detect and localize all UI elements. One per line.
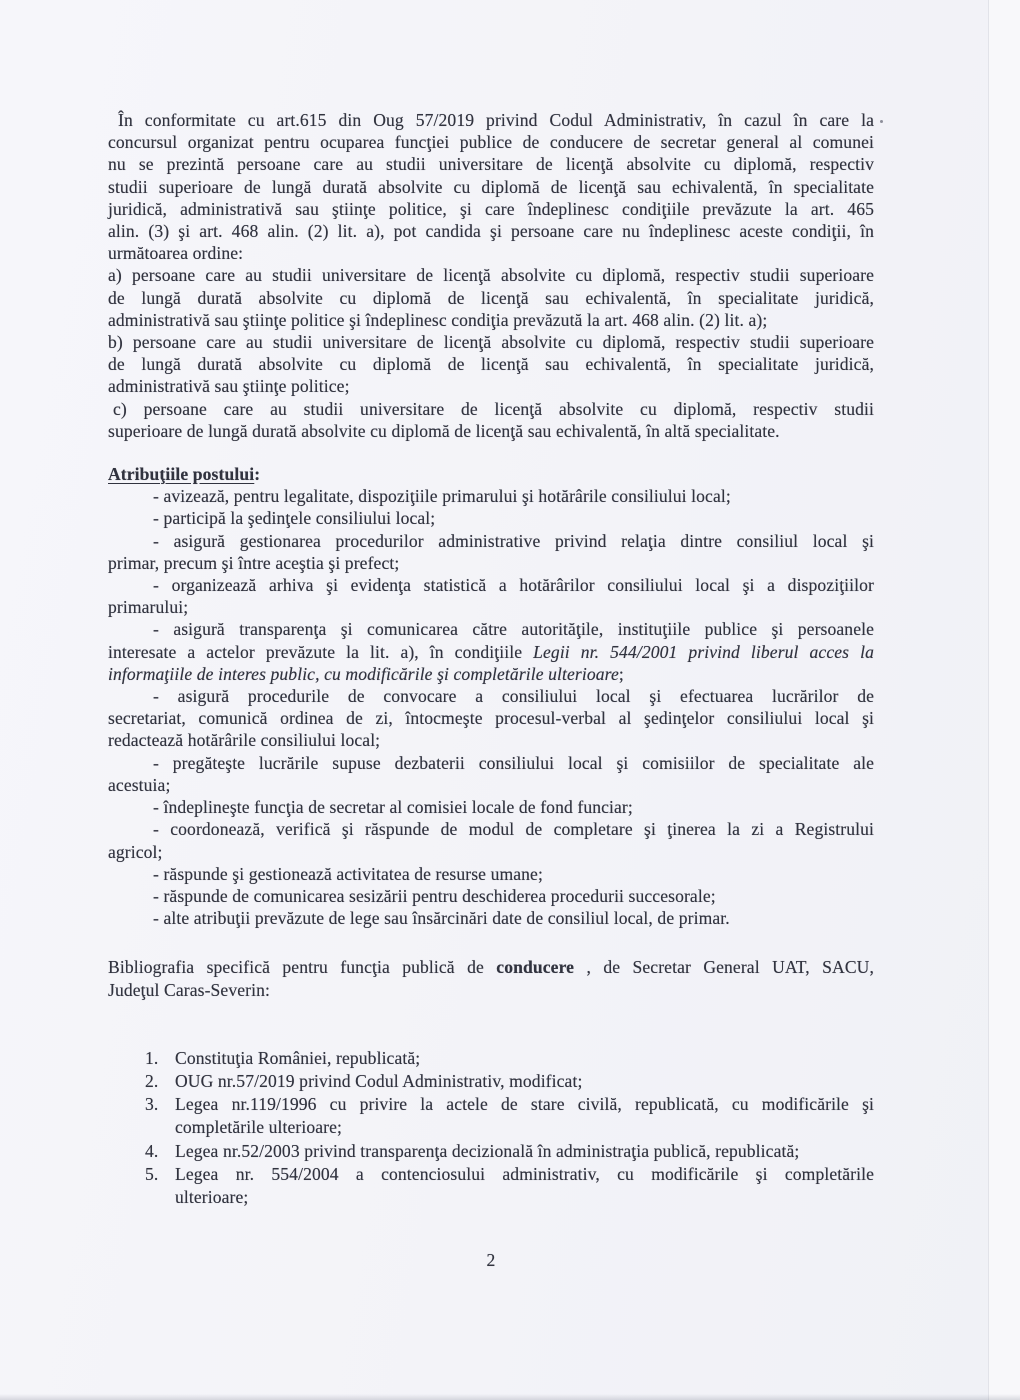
list-item bbox=[108, 1093, 874, 1139]
text-segment: - asigură transparenţa şi comunicarea către autorităţile, instituţiile publice şi persoanele bbox=[153, 619, 874, 640]
list-item bbox=[108, 1047, 874, 1070]
text-segment: administrativă sau ştiinţe politice şi îndeplinesc condiţia prevăzută la art. 468 alin. (2) lit. a); bbox=[108, 309, 768, 330]
text-segment: - răspunde şi gestionează activitatea de resurse umane; bbox=[153, 863, 543, 884]
page-number-text: 2 bbox=[486, 1250, 496, 1271]
text-segment: - alte atribuţii prevăzute de lege sau însărcinări date de consiliul local, de primar. bbox=[153, 908, 730, 929]
text-segment: secretariat, comunică ordinea de zi, întocmeşte procesul-verbal al şedinţelor consiliului local şi bbox=[108, 708, 874, 729]
text-segment: primar, precum şi între aceştia şi prefect; bbox=[108, 552, 400, 573]
duty-gestionare-proceduri bbox=[108, 530, 874, 574]
duty-alte-atributii bbox=[108, 907, 874, 929]
heading-text: Atribuţiile postului bbox=[108, 464, 255, 485]
list-item-text bbox=[175, 1047, 874, 1070]
text-line bbox=[175, 1186, 874, 1209]
text-segment: concursul organizat pentru ocuparea funcţiei publice de conducere de secretar general al comunei bbox=[108, 132, 874, 153]
text-segment: ulterioare; bbox=[175, 1186, 249, 1207]
text-line bbox=[108, 752, 874, 774]
list-item-text bbox=[175, 1070, 874, 1093]
text-segment: de lungă durată absolvite cu diplomă de licenţă sau echivalentă, în specialitate juridică, bbox=[108, 287, 874, 308]
text-segment: Bibliografia specifică pentru funcţia publică de bbox=[108, 957, 497, 978]
text-line bbox=[108, 841, 874, 863]
text-segment: primarului; bbox=[108, 597, 189, 618]
text-segment: Legii nr. 544/2001 privind liberul acces la bbox=[533, 641, 874, 662]
text-segment: OUG nr.57/2019 privind Codul Administrativ, modificat; bbox=[175, 1070, 583, 1091]
text-line bbox=[108, 552, 874, 574]
text-line bbox=[108, 885, 874, 907]
text-segment: superioare de lungă durată absolvite cu diplomă de licenţă sau echivalentă, în altă specialitate. bbox=[108, 420, 780, 441]
text-line bbox=[108, 663, 874, 685]
text-line bbox=[175, 1047, 874, 1070]
text-line bbox=[175, 1163, 874, 1186]
text-line bbox=[108, 907, 874, 929]
text-segment: ; bbox=[618, 663, 624, 684]
text-segment: agricol; bbox=[108, 841, 163, 862]
text-segment: - asigură gestionarea procedurilor administrative privind relaţia dintre consiliul local şi bbox=[153, 530, 874, 551]
text-segment: informaţiile de interes public, cu modificările şi completările ulterioare bbox=[108, 663, 619, 684]
text-segment: b) persoane care au studii universitare de licenţă absolvite cu diplomă, respectiv studii superioare bbox=[108, 332, 874, 353]
text-segment: Legea nr.52/2003 privind transparenţa decizională în administraţia publică, republicată; bbox=[175, 1140, 800, 1161]
text-line bbox=[108, 641, 874, 663]
text-line bbox=[108, 707, 874, 729]
list-item-text bbox=[175, 1093, 874, 1139]
list-number: 2. bbox=[145, 1070, 159, 1091]
text-block bbox=[108, 109, 874, 1271]
duty-participa bbox=[108, 507, 874, 529]
text-segment: - avizează, pentru legalitate, dispoziţiile primarului şi hotărârile consiliului local; bbox=[153, 486, 731, 507]
text-line bbox=[108, 685, 874, 707]
bibliografia-paragraph bbox=[108, 956, 874, 1000]
list-item-text bbox=[175, 1163, 874, 1209]
list-item-text bbox=[175, 1140, 874, 1163]
text-segment: - coordonează, verifică şi răspunde de modul de completare şi ţinerea la zi a Registrului bbox=[153, 819, 874, 840]
text-line bbox=[108, 530, 874, 552]
intro-paragraph bbox=[108, 109, 874, 264]
text-segment: - pregăteşte lucrările supuse dezbaterii consiliului local şi comisiilor de specialitate ale bbox=[153, 752, 874, 773]
text-line bbox=[108, 420, 874, 442]
atributii-heading bbox=[108, 463, 874, 485]
text-line bbox=[108, 818, 874, 840]
list-item bbox=[108, 1070, 874, 1093]
text-segment: nu se prezintă persoane care au studii universitare de licenţă absolvite cu diplomă, respectiv bbox=[108, 154, 874, 175]
text-line bbox=[108, 729, 874, 751]
item-a-paragraph bbox=[108, 264, 874, 331]
scan-bottom-shade bbox=[0, 1394, 1020, 1400]
heading-colon: : bbox=[254, 464, 261, 485]
text-segment: studii superioare de lungă durată absolvite cu diplomă de licenţă sau echivalentă, în specialitate bbox=[108, 176, 874, 197]
text-segment: - organizează arhiva şi evidenţa statistică a hotărârilor consiliului local şi a dispoziţiilor bbox=[153, 575, 874, 596]
text-line bbox=[108, 796, 874, 818]
scan-edge-strip bbox=[988, 0, 1020, 1400]
text-line bbox=[108, 309, 874, 331]
text-segment: completările ulterioare; bbox=[175, 1117, 343, 1138]
text-line bbox=[108, 618, 874, 640]
duty-avizeaza bbox=[108, 485, 874, 507]
duty-fond-funciar bbox=[108, 796, 874, 818]
text-segment: juridică, administrativă sau ştiinţe politice, şi care îndeplinesc condiţiile prevăzute la art. 465 bbox=[108, 198, 874, 219]
text-segment: Legea nr. 554/2004 a contenciosului administrativ, cu modificările şi completările bbox=[175, 1163, 874, 1184]
duty-organizeaza-arhiva bbox=[108, 574, 874, 618]
text-line bbox=[108, 485, 874, 507]
text-segment: redactează hotărârile consiliului local; bbox=[108, 730, 381, 751]
text-line bbox=[108, 331, 874, 353]
duty-resurse-umane bbox=[108, 863, 874, 885]
text-line bbox=[108, 375, 874, 397]
text-segment: c) persoane care au studii universitare de licenţă absolvite cu diplomă, respectiv studii bbox=[113, 398, 874, 419]
text-line bbox=[108, 398, 874, 420]
list-number: 4. bbox=[145, 1140, 159, 1161]
text-segment: În conformitate cu art.615 din Oug 57/2019 privind Codul Administrativ, în cazul în care la bbox=[118, 110, 874, 130]
text-line bbox=[108, 131, 874, 153]
text-segment: Judeţul Caras-Severin: bbox=[108, 979, 270, 1000]
text-segment: următoarea ordine: bbox=[108, 243, 244, 264]
text-line bbox=[108, 220, 874, 242]
list-number: 5. bbox=[145, 1163, 159, 1184]
text-segment: - participă la şedinţele consiliului local; bbox=[153, 508, 436, 529]
text-segment: administrativă sau ştiinţe politice; bbox=[108, 376, 350, 397]
text-segment: , de Secretar General UAT, SACU, bbox=[574, 957, 874, 978]
item-b-paragraph bbox=[108, 331, 874, 398]
bibliography-list bbox=[108, 1047, 874, 1209]
text-line bbox=[108, 463, 874, 485]
duty-convocare bbox=[108, 685, 874, 752]
list-item bbox=[108, 1140, 874, 1163]
text-line bbox=[108, 153, 874, 175]
text-line bbox=[175, 1093, 874, 1116]
list-item bbox=[108, 1163, 874, 1209]
duty-registru-agricol bbox=[108, 818, 874, 862]
text-line bbox=[108, 507, 874, 529]
scan-speck bbox=[880, 120, 883, 123]
text-line bbox=[108, 287, 874, 309]
text-segment: - îndeplineşte funcţia de secretar al comisiei locale de fond funciar; bbox=[153, 797, 633, 818]
text-line bbox=[175, 1070, 874, 1093]
text-segment: Constituţia României, republicată; bbox=[175, 1047, 421, 1068]
text-line bbox=[175, 1140, 874, 1163]
text-line bbox=[175, 1116, 874, 1139]
duty-procedura-succesorala bbox=[108, 885, 874, 907]
text-line bbox=[108, 574, 874, 596]
text-line bbox=[108, 109, 874, 131]
text-segment: acestuia; bbox=[108, 774, 171, 795]
text-segment: de lungă durată absolvite cu diplomă de licenţă sau echivalentă, în specialitate juridică, bbox=[108, 354, 874, 375]
text-line bbox=[108, 956, 874, 978]
item-c-paragraph bbox=[108, 398, 874, 442]
list-number: 1. bbox=[145, 1047, 159, 1068]
list-number: 3. bbox=[145, 1094, 159, 1115]
text-line bbox=[108, 242, 874, 264]
text-line bbox=[108, 198, 874, 220]
text-segment: interesate a actelor prevăzute la lit. a), în condiţiile bbox=[108, 641, 534, 662]
text-segment: alin. (3) şi art. 468 alin. (2) lit. a), pot candida şi persoane care nu îndeplinesc aceste condiţii, în bbox=[108, 221, 874, 242]
text-line bbox=[108, 979, 874, 1001]
text-line bbox=[108, 353, 874, 375]
text-segment: - asigură procedurile de convocare a consiliului local şi efectuarea lucrărilor de bbox=[153, 686, 874, 707]
text-segment: Legea nr.119/1996 cu privire la actele de stare civilă, republicată, cu modificările şi bbox=[175, 1094, 874, 1115]
text-segment: - răspunde de comunicarea sesizării pentru deschiderea procedurii succesorale; bbox=[153, 885, 716, 906]
page-number bbox=[108, 1249, 874, 1271]
text-segment: conducere bbox=[496, 957, 575, 978]
text-line bbox=[108, 863, 874, 885]
text-line bbox=[108, 774, 874, 796]
text-segment: a) persoane care au studii universitare de licenţă absolvite cu diplomă, respectiv studii superioare bbox=[108, 265, 874, 286]
text-line bbox=[108, 176, 874, 198]
text-line bbox=[108, 264, 874, 286]
text-line bbox=[108, 1249, 874, 1271]
duty-transparenta bbox=[108, 618, 874, 685]
text-line bbox=[108, 596, 874, 618]
duty-pregateste-lucrari bbox=[108, 752, 874, 796]
